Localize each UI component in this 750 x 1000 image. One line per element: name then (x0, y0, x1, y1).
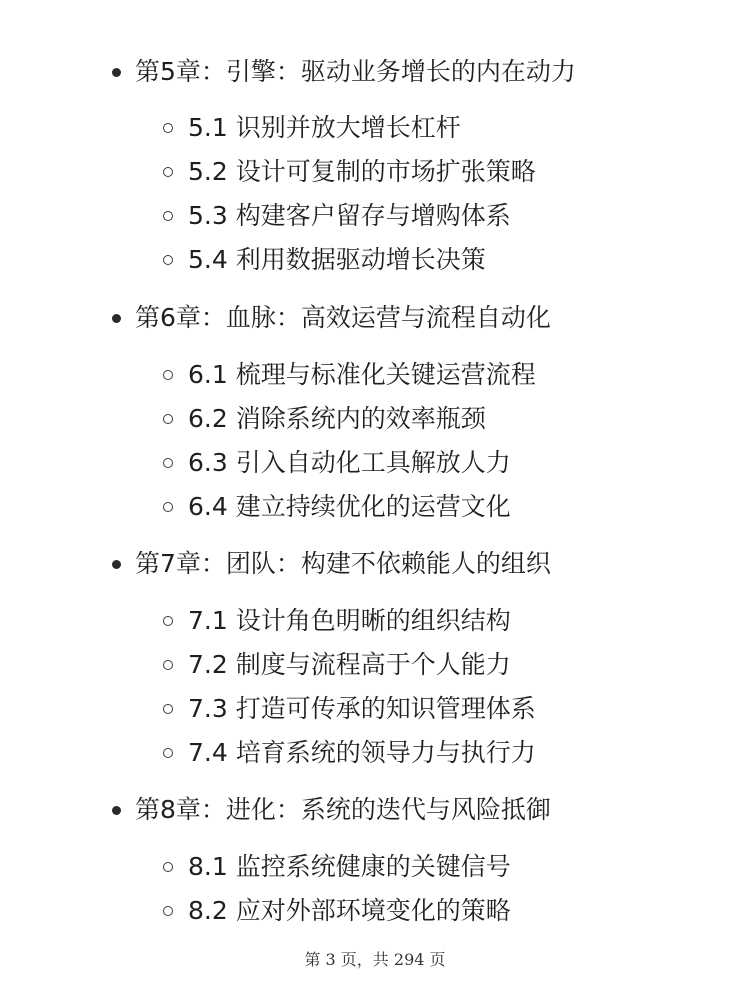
bullet-circle-icon (163, 167, 173, 177)
bullet-circle-icon (163, 502, 173, 512)
bullet-dot-icon (112, 314, 121, 323)
bullet-circle-icon (163, 748, 173, 758)
bullet-circle-icon (163, 458, 173, 468)
section-title: 7.2 制度与流程高于个人能力 (188, 650, 511, 679)
section-title: 7.4 培育系统的领导力与执行力 (188, 738, 536, 767)
bullet-circle-icon (163, 211, 173, 221)
section-title: 6.2 消除系统内的效率瓶颈 (188, 404, 486, 433)
bullet-circle-icon (163, 255, 173, 265)
bullet-circle-icon (163, 414, 173, 424)
toc-section-6-4 (0, 488, 750, 526)
bullet-dot-icon (112, 806, 121, 815)
chapter-heading-6 (0, 298, 750, 338)
toc-section-6-2 (0, 400, 750, 438)
section-title: 5.4 利用数据驱动增长决策 (188, 245, 486, 274)
bullet-circle-icon (163, 370, 173, 380)
bullet-circle-icon (163, 906, 173, 916)
bullet-circle-icon (163, 660, 173, 670)
section-title: 6.4 建立持续优化的运营文化 (188, 492, 511, 521)
section-title: 7.3 打造可传承的知识管理体系 (188, 694, 536, 723)
bullet-circle-icon (163, 704, 173, 714)
bullet-dot-icon (112, 68, 121, 77)
section-title: 8.1 监控系统健康的关键信号 (188, 852, 511, 881)
toc-section-7-1 (0, 602, 750, 640)
page-number-footer: 第 3 页，共 294 页 (304, 950, 446, 969)
toc-section-6-1 (0, 356, 750, 394)
bullet-dot-icon (112, 560, 121, 569)
section-title: 5.3 构建客户留存与增购体系 (188, 201, 511, 230)
chapter-heading-5 (0, 52, 750, 92)
toc-section-8-1 (0, 848, 750, 886)
toc-section-6-3 (0, 444, 750, 482)
chapter-title: 第5章：引擎：驱动业务增长的内在动力 (135, 57, 576, 86)
toc-section-8-2 (0, 892, 750, 930)
section-title: 7.1 设计角色明晰的组织结构 (188, 606, 511, 635)
bullet-circle-icon (163, 862, 173, 872)
section-title: 5.1 识别并放大增长杠杆 (188, 113, 461, 142)
toc-section-7-4 (0, 734, 750, 772)
section-title: 8.2 应对外部环境变化的策略 (188, 896, 511, 925)
toc-section-5-1 (0, 109, 750, 147)
toc-section-5-2 (0, 153, 750, 191)
toc-section-5-3 (0, 197, 750, 235)
bullet-circle-icon (163, 123, 173, 133)
section-title: 5.2 设计可复制的市场扩张策略 (188, 157, 536, 186)
section-title: 6.1 梳理与标准化关键运营流程 (188, 360, 536, 389)
chapter-heading-8 (0, 790, 750, 830)
toc-section-7-2 (0, 646, 750, 684)
bullet-circle-icon (163, 616, 173, 626)
section-title: 6.3 引入自动化工具解放人力 (188, 448, 511, 477)
chapter-title: 第8章：进化：系统的迭代与风险抵御 (135, 795, 551, 824)
toc-section-7-3 (0, 690, 750, 728)
toc-section-5-4 (0, 241, 750, 279)
chapter-title: 第6章：血脉：高效运营与流程自动化 (135, 303, 551, 332)
chapter-heading-7 (0, 544, 750, 584)
chapter-title: 第7章：团队：构建不依赖能人的组织 (135, 549, 551, 578)
